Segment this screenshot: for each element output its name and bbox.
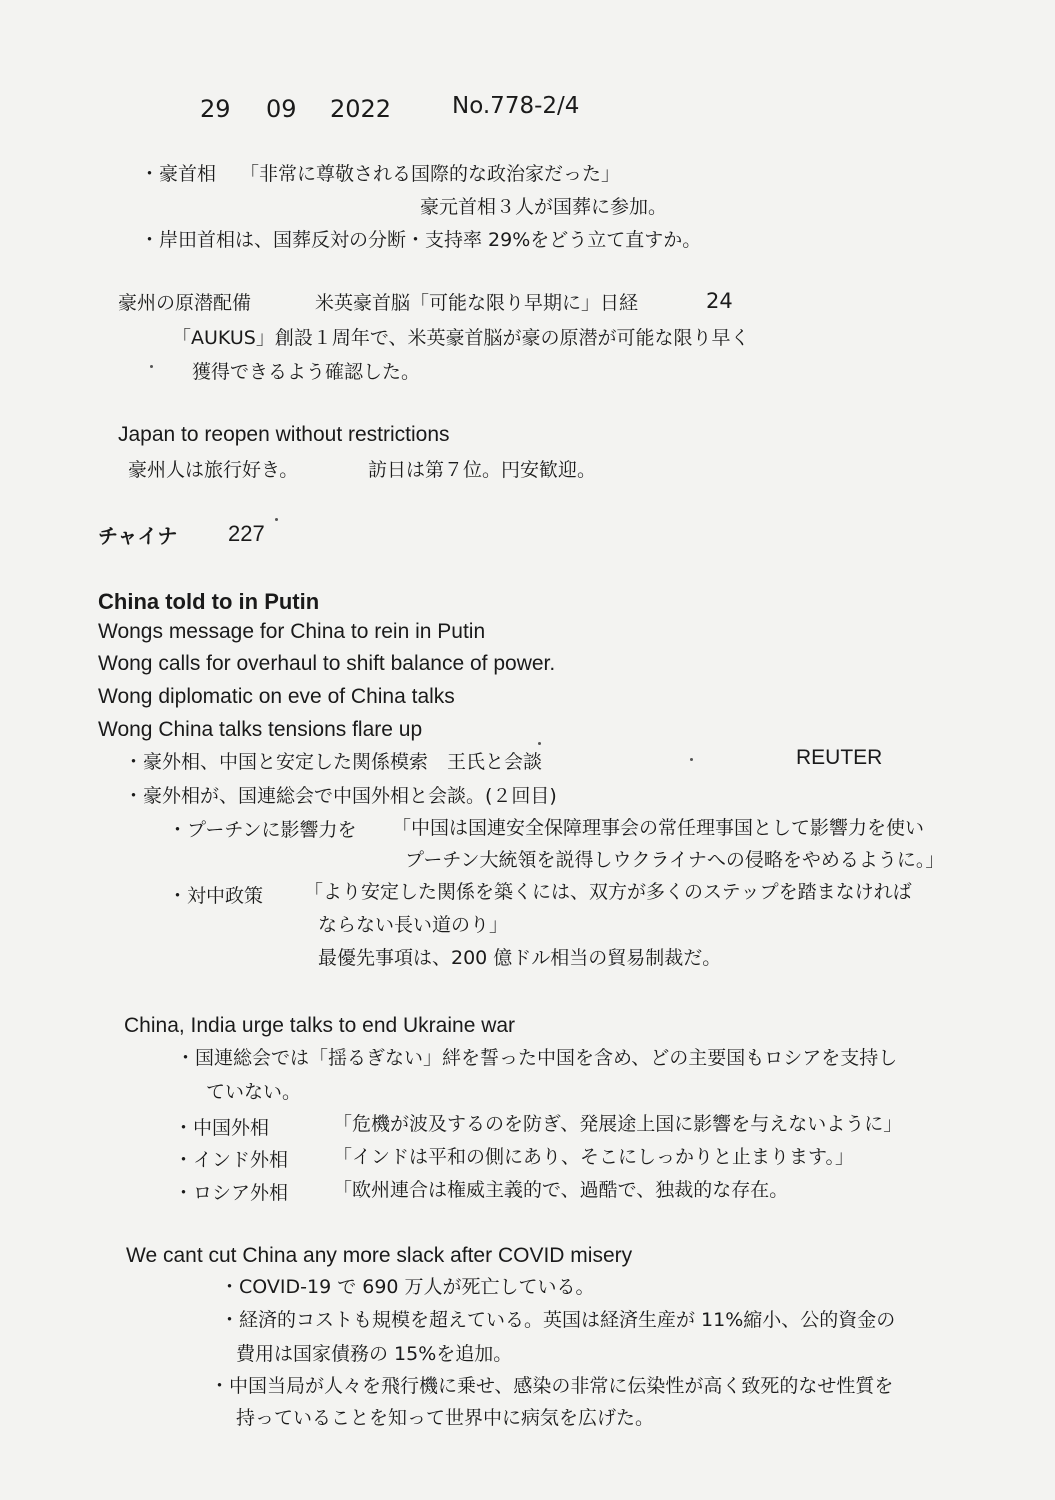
doc-number: No.778-2/4 — [452, 93, 580, 119]
japan-body-a: 豪州人は旅行好き。 — [128, 459, 299, 481]
scan-speck — [538, 742, 541, 745]
china-headline-2: Wong calls for overhaul to shift balance of power. — [98, 652, 556, 675]
china-sub-1-quote-1: 「中国は国連安全保障理事会の常任理事国として影響力を使い — [392, 817, 925, 839]
date-month: 09 — [266, 95, 297, 123]
sub-body-2: 獲得できるよう確認した。 — [192, 361, 421, 383]
au-bullet-1-quote: 「非常に尊敬される国際的な政治家だった」 — [240, 163, 621, 185]
india-row-2-text: 「インドは平和の側にあり、そこにしっかりと止まります。」 — [333, 1146, 854, 1168]
india-row-3-label: ・ロシア外相 — [174, 1182, 289, 1204]
scan-speck — [275, 518, 278, 521]
china-label: チャイナ — [98, 524, 178, 548]
china-sub-1-label: ・プーチンに影響力を — [168, 819, 357, 841]
china-sub-2-label: ・対中政策 — [168, 885, 264, 907]
india-title: China, India urge talks to end Ukraine war — [124, 1014, 516, 1037]
china-heading: China told to in Putin — [98, 589, 320, 614]
india-bullet-1b: ていない。 — [206, 1081, 302, 1103]
china-source: REUTER — [796, 746, 883, 769]
china-page: 227 — [228, 521, 265, 546]
china-bullet-2: ・豪外相が、国連総会で中国外相と会談。(２回目) — [124, 785, 557, 807]
sub-page: 24 — [706, 289, 733, 313]
date-day: 29 — [200, 95, 231, 123]
date-year: 2022 — [330, 95, 392, 123]
covid-bullet-3a: ・中国当局が人々を飛行機に乗せ、感染の非常に伝染性が高く致死的なせ性質を — [210, 1375, 894, 1397]
au-bullet-1-label: ・豪首相 — [140, 163, 217, 185]
china-bullet-1: ・豪外相、中国と安定した関係模索 王氏と会談 — [124, 751, 543, 773]
india-row-1-text: 「危機が波及するのを防ぎ、発展途上国に影響を与えないように」 — [333, 1113, 903, 1135]
china-sub-2-quote-1: 「より安定した関係を築くには、双方が多くのステップを踏まなければ — [304, 881, 912, 903]
covid-bullet-3b: 持っていることを知って世界中に病気を広げた。 — [236, 1407, 655, 1429]
covid-bullet-2a: ・経済的コストも規模を超えている。英国は経済生産が 11%縮小、公的資金の — [220, 1309, 896, 1331]
covid-bullet-2b: 費用は国家債務の 15%を追加。 — [236, 1343, 513, 1365]
scan-speck — [150, 365, 153, 368]
scan-speck — [690, 758, 693, 761]
india-row-3-text: 「欧州連合は権威主義的で、過酷で、独裁的な存在。 — [333, 1179, 789, 1201]
india-row-2-label: ・インド外相 — [174, 1149, 289, 1171]
japan-body-b: 訪日は第７位。円安歓迎。 — [368, 459, 597, 481]
china-sub-2-quote-3: 最優先事項は、200 億ドル相当の貿易制裁だ。 — [318, 947, 722, 969]
sub-body-1: 「AUKUS」創設１周年で、米英豪首脳が豪の原潜が可能な限り早く — [172, 327, 750, 349]
china-headline-3: Wong diplomatic on eve of China talks — [98, 685, 455, 708]
china-headline-4: Wong China talks tensions flare up — [98, 718, 423, 741]
china-headline-1: Wongs message for China to rein in Putin — [98, 620, 486, 643]
india-row-1-label: ・中国外相 — [174, 1117, 270, 1139]
japan-title: Japan to reopen without restrictions — [118, 423, 450, 446]
covid-title: We cant cut China any more slack after COVID misery — [126, 1244, 633, 1267]
sub-headline: 米英豪首脳「可能な限り早期に」日経 — [315, 292, 639, 314]
sub-title: 豪州の原潜配備 — [118, 292, 252, 314]
india-bullet-1a: ・国連総会では「揺るぎない」絆を誓った中国を含め、どの主要国もロシアを支持し — [176, 1047, 898, 1069]
covid-bullet-1: ・COVID-19 で 690 万人が死亡している。 — [220, 1276, 595, 1298]
china-sub-2-quote-2: ならない長い道のり」 — [318, 914, 509, 936]
au-bullet-2: ・岸田首相は、国葬反対の分断・支持率 29%をどう立て直すか。 — [140, 229, 702, 251]
china-sub-1-quote-2: プーチン大統領を説得しウクライナへの侵略をやめるように。」 — [405, 849, 945, 871]
au-bullet-1-sub: 豪元首相３人が国葬に参加。 — [420, 196, 668, 218]
